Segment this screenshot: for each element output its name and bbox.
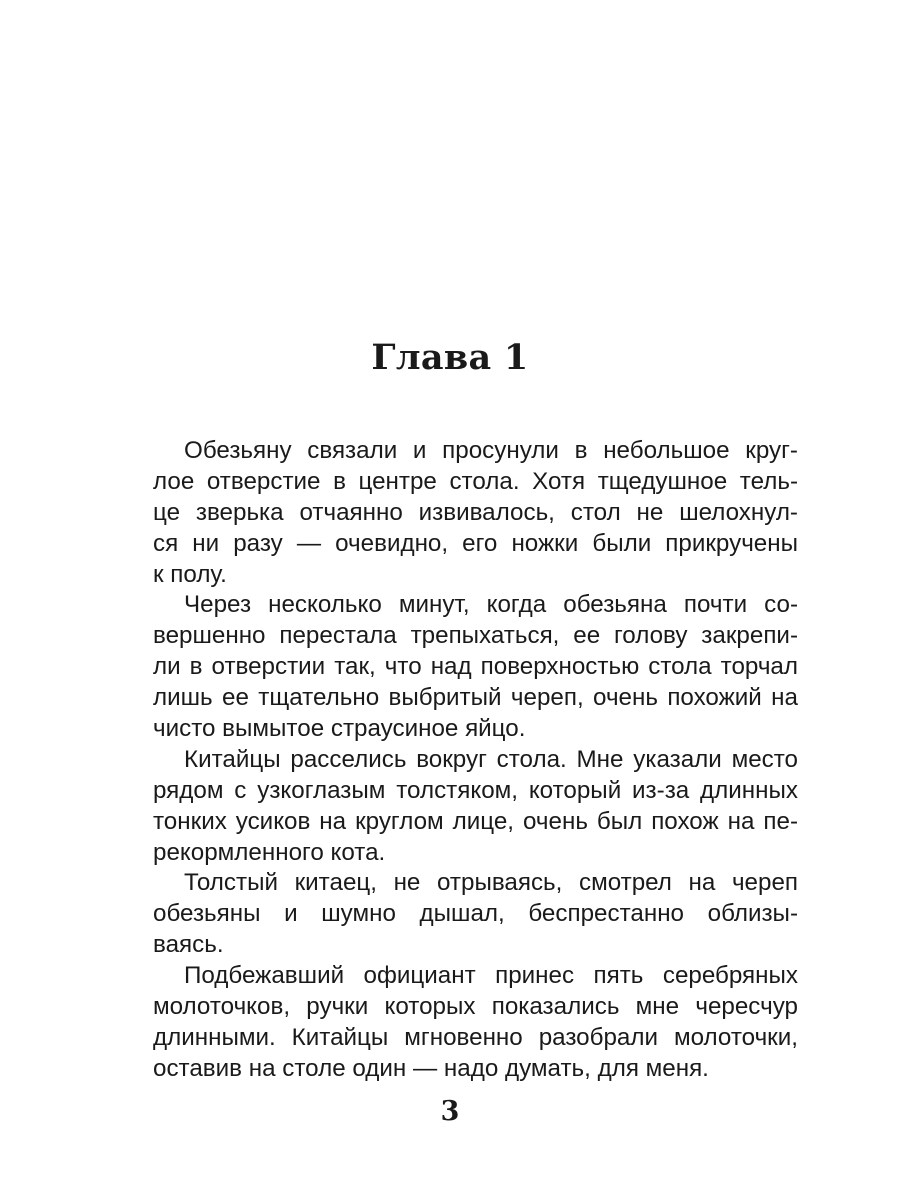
text-line: Обезьяну связали и просунули в небольшое круг- [184,437,798,464]
text-line: рядом с узкоглазым толстяком, который из-за длинных [153,776,798,804]
text-line: ся ни разу — очевидно, его ножки были прикручены [153,529,798,557]
text-line: длинными. Китайцы мгновенно разобрали молоточки, [153,1023,798,1051]
text-line: Китайцы расселись вокруг стола. Мне указали место [184,745,798,773]
text-line: вершенно перестала трепыхаться, ее голову закрепи- [153,622,798,650]
text-line: ваясь. [153,931,224,959]
paragraph [153,436,798,590]
text-line: тонких усиков на круглом лице, очень был похож на пе- [153,807,798,835]
text-line: лое отверстие в центре стола. Хотя тщедушное тель- [153,467,798,495]
paragraph [153,868,798,961]
chapter-title: Глава 1 [371,337,529,378]
text-line: чисто вымытое страусиное яйцо. [153,715,526,743]
text-line: молоточков, ручки которых показались мне чересчур [153,993,798,1021]
text-line: Толстый китаец, не отрываясь, смотрел на череп [184,869,798,897]
page-number: 3 [440,1096,460,1127]
text-line: к полу. [153,560,227,588]
paragraph [153,961,798,1085]
text-line: Через несколько минут, когда обезьяна почти со- [184,591,798,619]
text-line: оставив на столе один — надо думать, для меня. [153,1054,709,1082]
paragraph [153,745,798,869]
text-body [153,436,798,1085]
text-line: рекормленного кота. [153,838,386,866]
text-line: обезьяны и шумно дышал, беспрестанно облизы- [153,900,798,928]
paragraph [153,590,798,744]
text-line: це зверька отчаянно извивалось, стол не шелохнул- [153,498,798,526]
text-line: лишь ее тщательно выбритый череп, очень похожий на [153,684,798,712]
text-line: Подбежавший официант принес пять серебряных [184,962,798,990]
text-line: ли в отверстии так, что над поверхностью стола торчал [153,653,798,681]
